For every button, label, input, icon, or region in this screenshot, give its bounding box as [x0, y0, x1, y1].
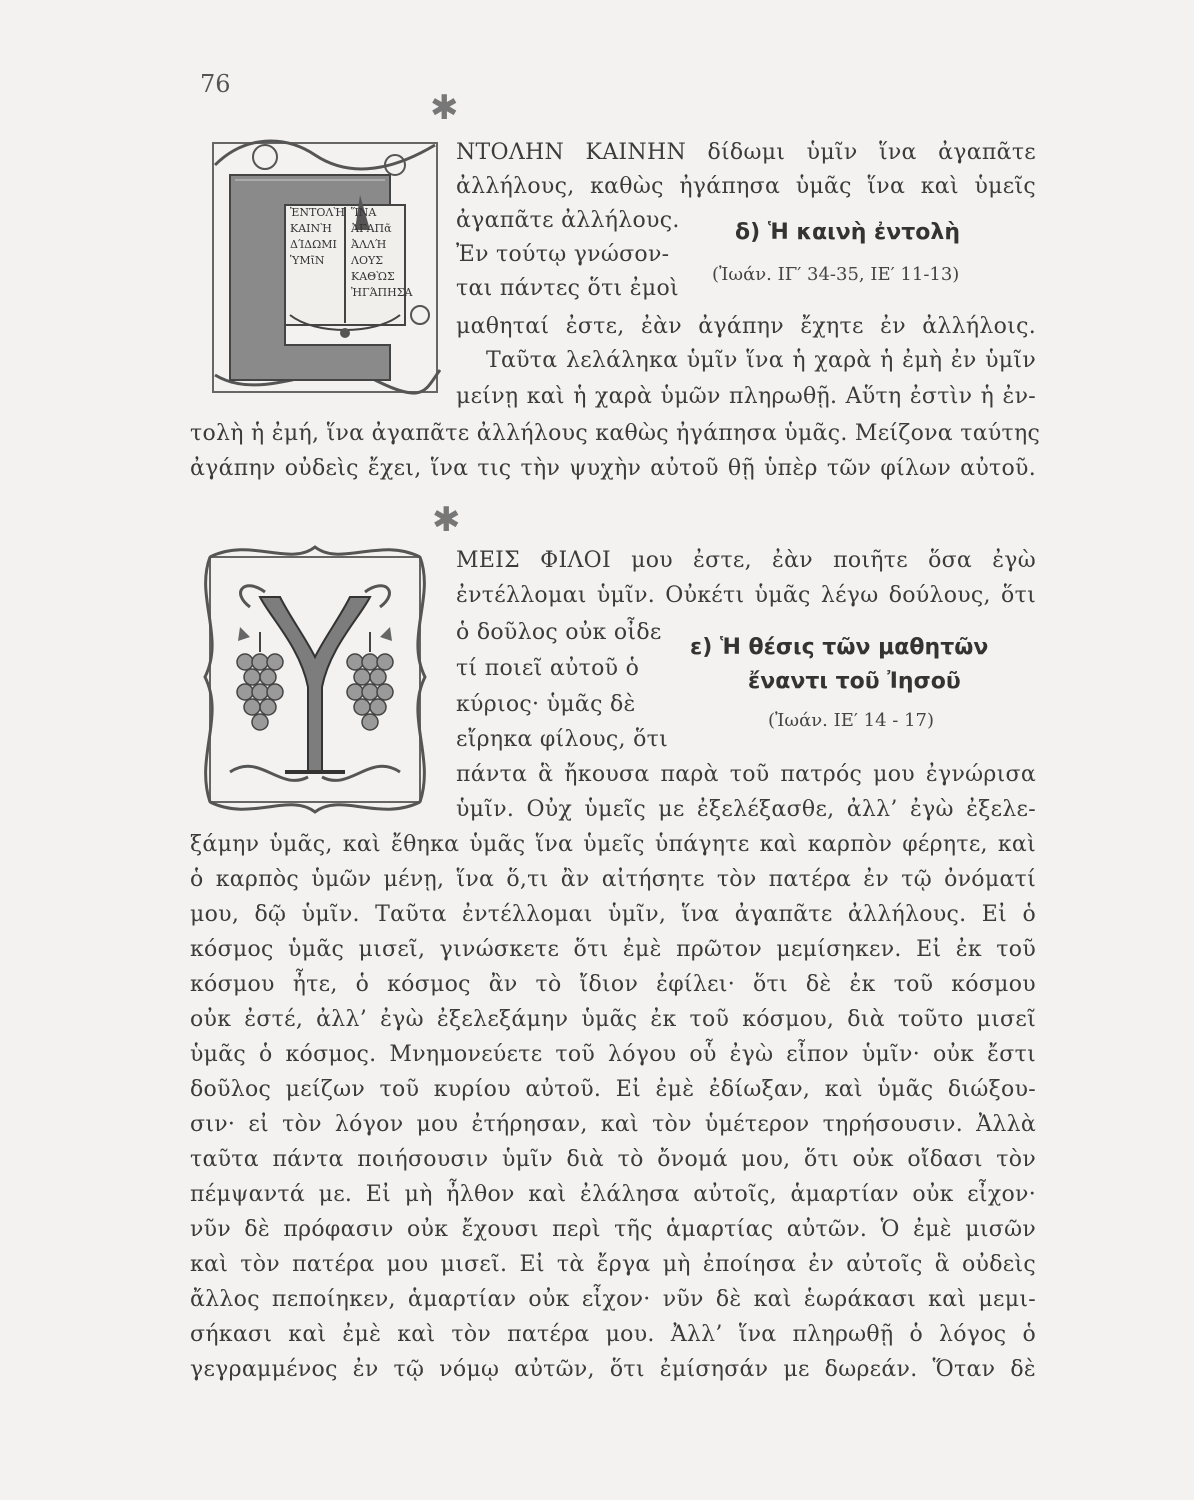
text-line: νῦν δὲ πρόφασιν οὐκ ἔχουσι περὶ τῆς ἁμαρτίας αὐτῶν. Ὁ ἐμὲ μισῶν	[190, 1217, 1036, 1242]
text-line: ξάμην ὑμᾶς, καὶ ἔθηκα ὑμᾶς ἵνα ὑμεῖς ὑπάγητε καὶ καρπὸν φέρητε, καὶ	[190, 832, 1036, 857]
text-line: ἀγαπᾶτε ἀλλήλους.	[456, 208, 680, 233]
page-number: 76	[200, 70, 231, 98]
text-line: ΝΤΟΛΗΝ ΚΑΙΝΗΝ δίδωμι ὑμῖν ἵνα ἀγαπᾶτε	[456, 140, 1036, 165]
text-line: Ἐν τούτῳ γνώσον-	[456, 242, 670, 267]
text-line: καὶ τὸν πατέρα μου μισεῖ. Εἰ τὰ ἔργα μὴ ἐποίησα ἐν αὐτοῖς ἃ οὐδεὶς	[190, 1252, 1036, 1277]
reference-e: (Ἰωάν. ΙΕ′ 14 - 17)	[768, 710, 935, 731]
book-word: ΔΊΔΩΜΙ	[290, 238, 337, 251]
pencil-mark: ✱	[432, 500, 461, 540]
section-heading-e-line2: ἔναντι τοῦ Ἰησοῦ	[748, 669, 961, 694]
text-line: κόσμος ὑμᾶς μισεῖ, γινώσκετε ὅτι ἐμὲ πρῶτον μεμίσηκεν. Εἰ ἐκ τοῦ	[190, 937, 1036, 962]
text-line: γεγραμμένος ἐν τῷ νόμῳ αὐτῶν, ὅτι ἐμίσησάν με δωρεάν. Ὅταν δὲ	[190, 1357, 1036, 1382]
text-line: ΜΕΙΣ ΦΙΛΟΙ μου ἐστε, ἐὰν ποιῆτε ὅσα ἐγὼ	[456, 548, 1036, 573]
text-line: τολὴ ἡ ἐμή, ἵνα ἀγαπᾶτε ἀλλήλους καθὼς ἠγάπησα ὑμᾶς. Μείζονα ταύτης	[190, 421, 1041, 446]
section-heading-d: δ) Ἡ καινὴ ἐντολὴ	[735, 220, 961, 245]
pencil-mark: ✱	[430, 88, 459, 128]
book-word: ΛΟΥΣ	[351, 254, 384, 267]
book-word: ἨΓΆΠΗΣΑ	[351, 286, 413, 299]
book-word: ΚΑΙΝῊ	[290, 222, 332, 235]
text-line: ἀγάπην οὐδεὶς ἔχει, ἵνα τις τὴν ψυχὴν αὐτοῦ θῇ ὑπὲρ τῶν φίλων αὐτοῦ.	[190, 456, 1036, 481]
text-line: τί ποιεῖ αὐτοῦ ὁ	[456, 656, 640, 681]
text-line: ὁ δοῦλος οὐκ οἶδε	[456, 620, 662, 645]
book-word: ἈΛΛΉ	[351, 238, 387, 251]
text-line: ἄλλος πεποίηκεν, ἁμαρτίαν οὐκ εἶχον· νῦν δὲ καὶ ἑωράκασι καὶ μεμι-	[190, 1287, 1036, 1312]
initial-book-text	[290, 205, 413, 301]
decorated-initial-y	[190, 537, 440, 822]
text-line: δοῦλος μείζων τοῦ κυρίου αὐτοῦ. Εἰ ἐμὲ ἐδίωξαν, καὶ ὑμᾶς διώξου-	[190, 1077, 1036, 1102]
text-line: σήκασι καὶ ἐμὲ καὶ τὸν πατέρα μου. Ἀλλ’ ἵνα πληρωθῇ ὁ λόγος ὁ	[190, 1322, 1036, 1347]
text-line: ὑμᾶς ὁ κόσμος. Μνημονεύετε τοῦ λόγου οὗ ἐγὼ εἶπον ὑμῖν· οὐκ ἔστι	[190, 1042, 1036, 1067]
text-line: Ταῦτα λελάληκα ὑμῖν ἵνα ἡ χαρὰ ἡ ἐμὴ ἐν ὑμῖν	[486, 348, 1036, 373]
text-line: ταῦτα πάντα ποιήσουσιν ὑμῖν διὰ τὸ ὄνομά μου, ὅτι οὐκ οἴδασι τὸν	[190, 1147, 1036, 1172]
text-line: ἐντέλλομαι ὑμῖν. Οὐκέτι ὑμᾶς λέγω δούλους, ὅτι	[456, 583, 1036, 608]
text-line: κόσμου ἦτε, ὁ κόσμος ἂν τὸ ἴδιον ἐφίλει· ὅτι δὲ ἐκ τοῦ κόσμου	[190, 972, 1036, 997]
text-line: εἴρηκα φίλους, ὅτι	[456, 727, 669, 752]
reference-d: (Ἰωάν. ΙΓ′ 34-35, ΙΕ′ 11-13)	[712, 264, 960, 285]
text-line: ται πάντες ὅτι ἐμοὶ	[456, 276, 679, 301]
text-line: σιν· εἰ τὸν λόγον μου ἐτήρησαν, καὶ τὸν ὑμέτερον τηρήσουσιν. Ἀλλὰ	[190, 1112, 1036, 1137]
text-line: πάντα ἃ ἤκουσα παρὰ τοῦ πατρός μου ἐγνώρισα	[456, 762, 1036, 787]
book-word: ΚΑΘῺΣ	[351, 270, 395, 283]
text-line: μείνῃ καὶ ἡ χαρὰ ὑμῶν πληρωθῇ. Αὕτη ἐστὶν ἡ ἐν-	[456, 384, 1036, 409]
text-line: μαθηταί ἐστε, ἐὰν ἀγάπην ἔχητε ἐν ἀλλήλοις.	[456, 314, 1036, 339]
text-line: ὑμῖν. Οὐχ ὑμεῖς με ἐξελέξασθε, ἀλλ’ ἐγὼ ἐξελε-	[456, 797, 1036, 822]
text-line: ὁ καρπὸς ὑμῶν μένῃ, ἵνα ὅ,τι ἂν αἰτήσητε τὸν πατέρα ἐν τῷ ὀνόματί	[190, 867, 1036, 892]
book-word: ἈΓΑΠᾶ	[351, 222, 392, 235]
initial-y-ornament	[190, 537, 440, 822]
text-line: μου, δῷ ὑμῖν. Ταῦτα ἐντέλλομαι ὑμῖν, ἵνα ἀγαπᾶτε ἀλλήλους. Εἰ ὁ	[190, 902, 1036, 927]
book-word: ὙΜῖΝ	[290, 254, 325, 267]
book-word: ἘΝΤΟΛῊ	[290, 206, 345, 219]
book-word: ἽΝΑ	[351, 206, 377, 219]
text-line: κύριος· ὑμᾶς δὲ	[456, 692, 636, 717]
text-line: ἀλλήλους, καθὼς ἠγάπησα ὑμᾶς ἵνα καὶ ὑμεῖς	[456, 174, 1036, 199]
text-line: πέμψαντά με. Εἰ μὴ ἦλθον καὶ ἐλάλησα αὐτοῖς, ἁμαρτίαν οὐκ εἶχον·	[190, 1182, 1036, 1207]
text-line: οὐκ ἐστέ, ἀλλ’ ἐγὼ ἐξελεξάμην ὑμᾶς ἐκ τοῦ κόσμου, διὰ τοῦτο μισεῖ	[190, 1007, 1036, 1032]
section-heading-e-line1: ε) Ἡ θέσις τῶν μαθητῶν	[690, 635, 989, 660]
